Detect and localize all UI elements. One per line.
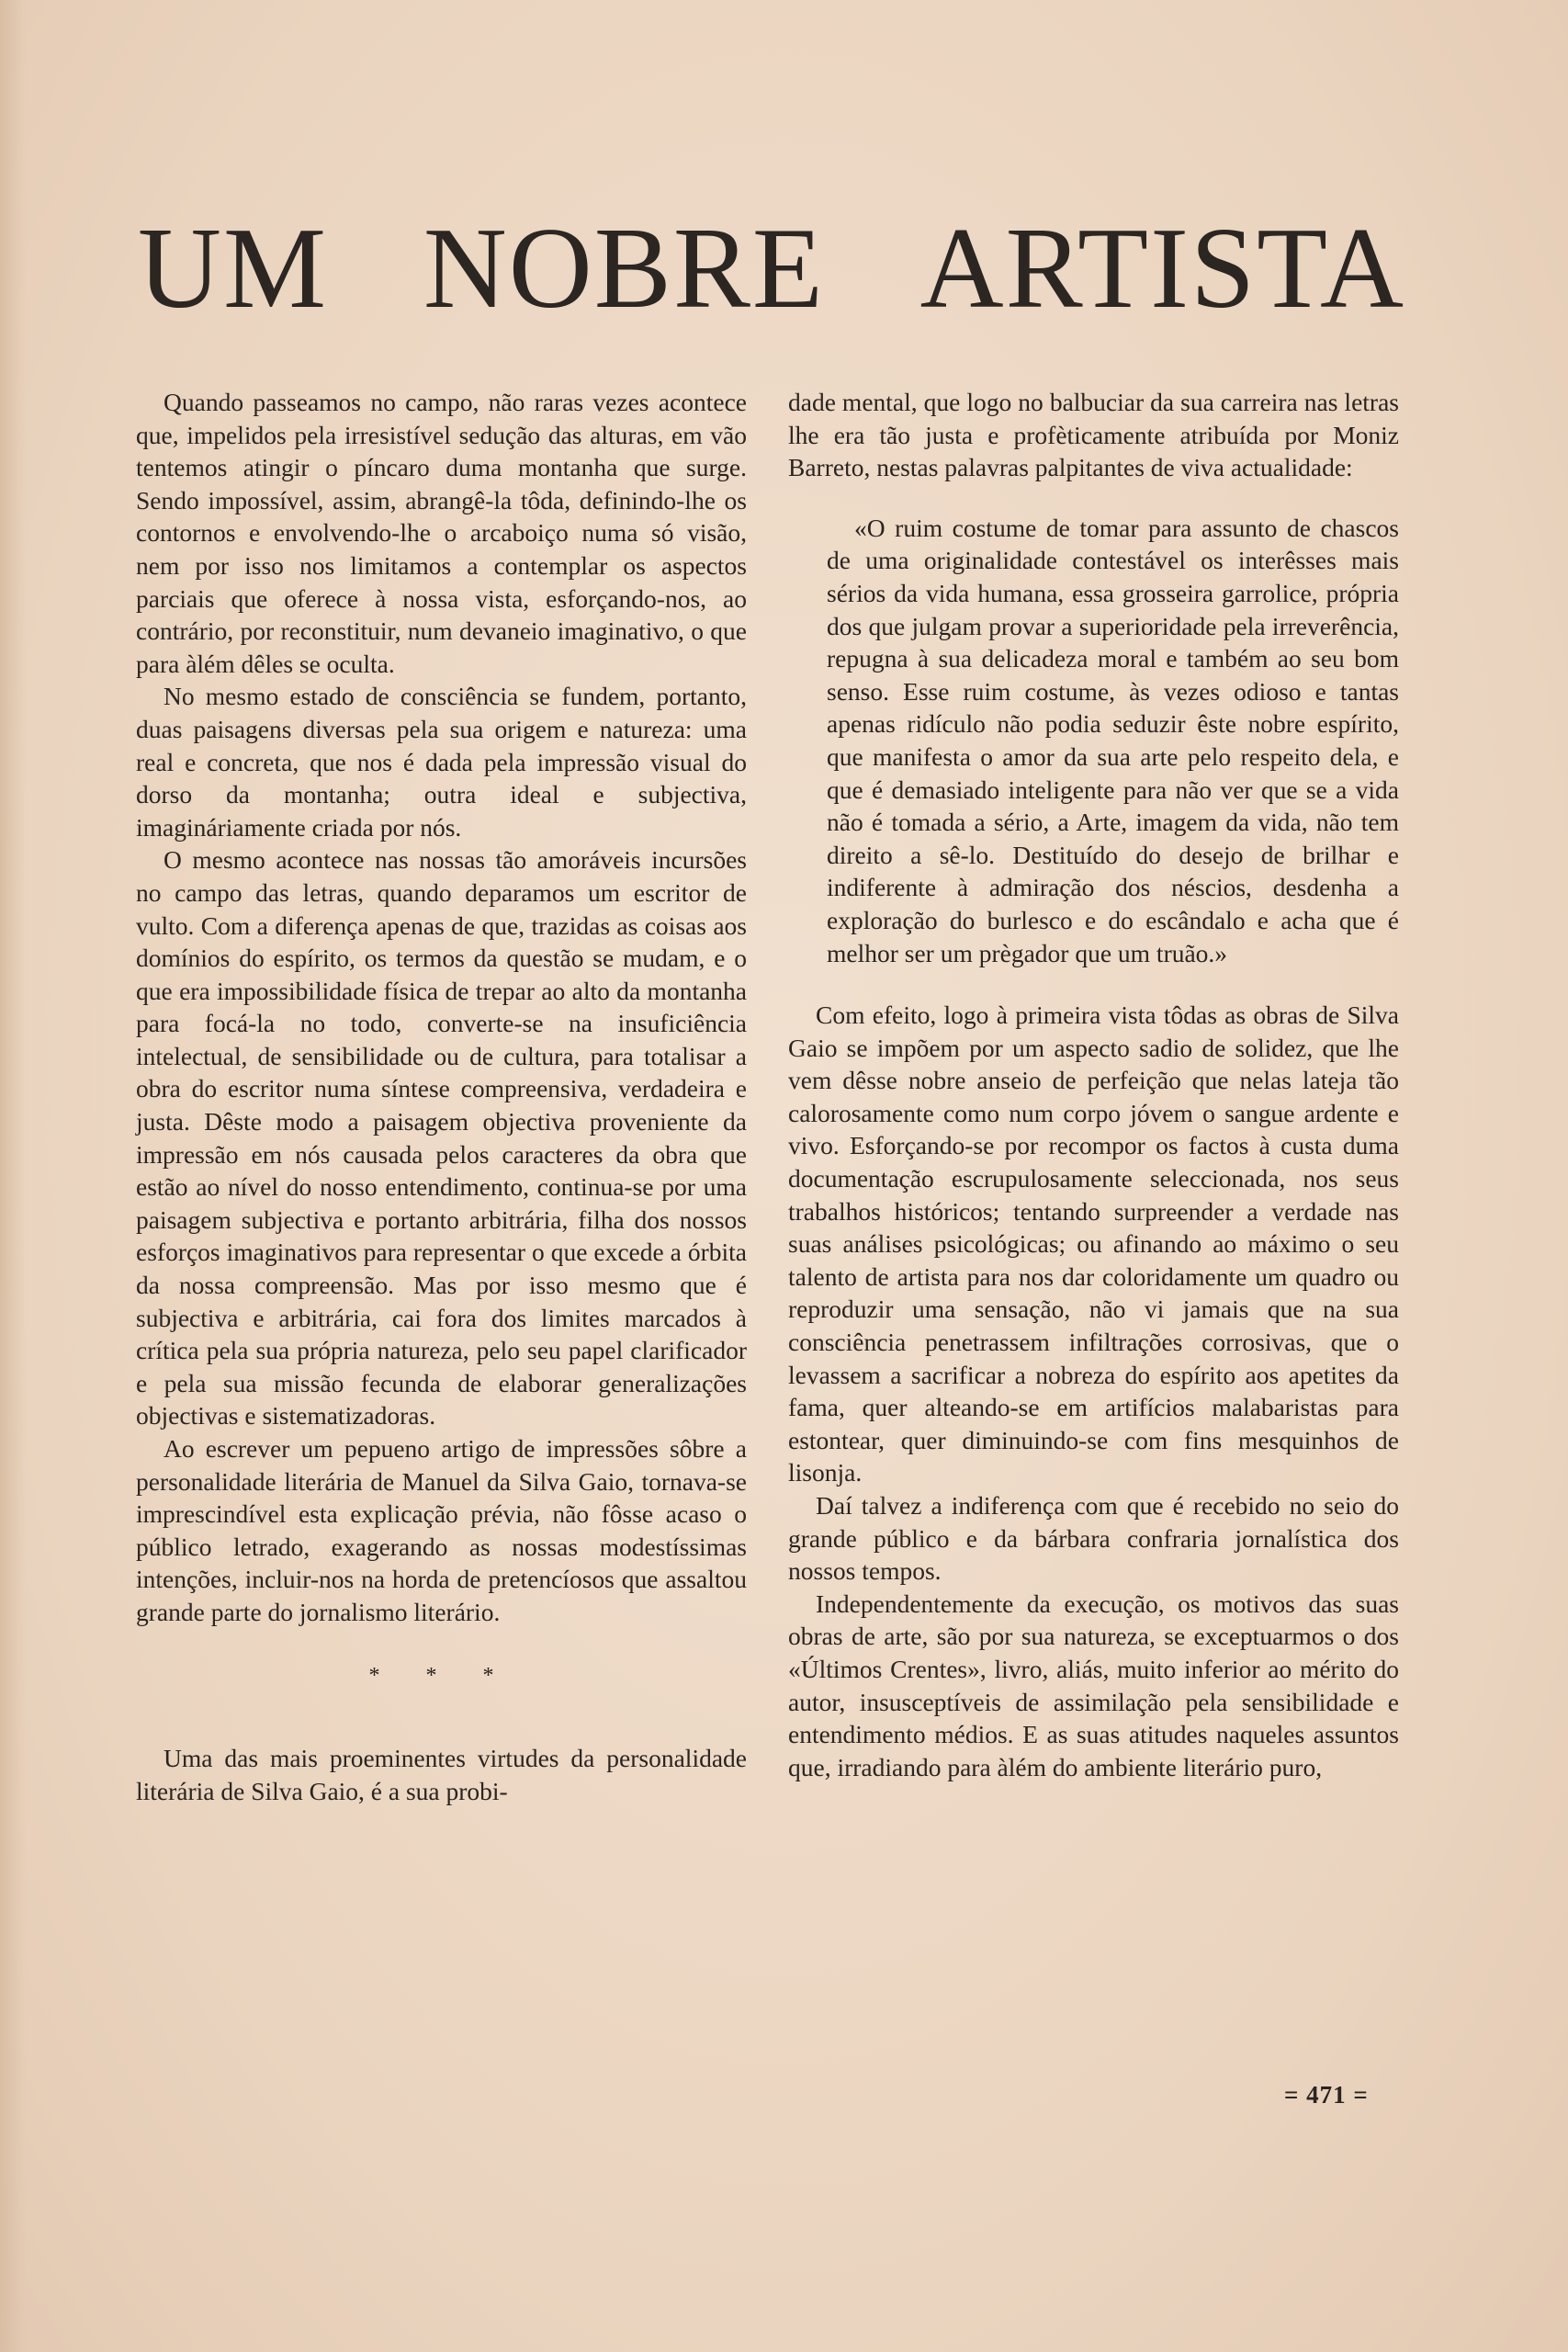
section-separator: * * *	[368, 1663, 514, 1688]
page-number: = 471 =	[1284, 2081, 1369, 2109]
title-word: NOBRE	[423, 205, 825, 333]
paragraph: No mesmo estado de consciência se fundem, portanto, duas paisagens diversas pela sua origem e natureza: uma real e concreta, que nos é dada pela impressão visual do dorso da montanha; outra ideal e subjectiva, imagináriamente criada por nós.	[136, 682, 747, 842]
paragraph: Daí talvez a indiferença com que é recebido no seio do grande público e da bárbara confraria jornalística dos nossos tempos.	[788, 1491, 1399, 1586]
title-word: ARTISTA	[919, 205, 1405, 333]
paragraph: Independentemente da execução, os motivos das suas obras de arte, são por sua natureza, se exceptuarmos o dos «Últimos Crentes», livro, aliás, muito inferior ao mérito do autor, insusceptíveis de assimilação pela sensibilidade e entendimento médios. E as suas atitudes naqueles assuntos que, irradiando para àlém do ambiente literário puro,	[788, 1589, 1399, 1781]
paragraph: Uma das mais proeminentes virtudes da personalidade literária de Silva Gaio, é a sua probi-	[136, 1744, 747, 1805]
quotation: «O ruim costume de tomar para assunto de chascos de uma originalidade contestável os interêsses mais sérios da vida humana, essa grosseira garrolice, própria dos que julgam provar a superioridade pela irreverência, repugna à sua delicadeza moral e também ao seu bom senso. Esse ruim costume, às vezes odioso e tantas apenas ridículo não podia seduzir êste nobre espírito, que manifesta o amor da sua arte pelo respeito dela, e que é demasiado inteligente para não ver que se a vida não é tomada a sério, a Arte, imagem da vida, não tem direito a sê-lo. Destituído do desejo de brilhar e indiferente à admiração dos néscios, desdenha a exploração do burlesco e do escândalo e acha que é melhor ser um prègador que um truão.»	[827, 513, 1399, 967]
right-column	[788, 386, 1399, 1783]
paragraph: Ao escrever um pepueno artigo de impressões sôbre a personalidade literária de Manuel da Silva Gaio, tornava-se imprescindível esta explicação prévia, não fôsse acaso o público letrado, exagerando as nossas modestíssimas intenções, incluir-nos na horda de pretencíosos que assaltou grande parte do jornalismo literário.	[136, 1434, 747, 1626]
article-title	[138, 205, 1405, 333]
title-word: UM	[138, 205, 329, 333]
paragraph: O mesmo acontece nas nossas tão amoráveis incursões no campo das letras, quando deparamos um escritor de vulto. Com a diferença apenas de que, trazidas as coisas aos domínios do espírito, os termos da questão se mudam, e o que era impossibilidade física de trepar ao alto da montanha para focá-la no todo, converte-se na insuficiência intelectual, de sensibilidade ou de cultura, para totalisar a obra do escritor numa síntese compreensiva, verdadeira e justa. Dêste modo a paisagem objectiva proveniente da impressão em nós causada pelos caracteres da obra que estão ao nível do nosso entendimento, continua-se por uma paisagem subjectiva e portanto arbitrária, filha dos nossos esforços imaginativos para representar o que excede a órbita da nossa compreensão. Mas por isso mesmo que é subjectiva e arbitrária, cai fora dos limites marcados à crítica pela sua própria natureza, pelo seu papel clarificador e pela sua missão fecunda de elaborar generalizações objectivas e sistematizadoras.	[136, 845, 747, 1430]
left-column	[136, 386, 747, 1807]
paragraph: Com efeito, logo à primeira vista tôdas as obras de Silva Gaio se impõem por um aspecto sadio de solidez, que lhe vem dêsse nobre anseio de perfeição que nelas lateja tão calorosamente como num corpo jóvem o sangue ardente e vivo. Esforçando-se por recompor os factos à custa duma documentação escrupulosamente seleccionada, nos seus trabalhos históricos; tentando surpreender a verdade nas suas análises psicológicas; ou afinando ao máximo o seu talento de artista para nos dar coloridamente um quadro ou reproduzir uma sensação, não vi jamais que na sua consciência penetrassem infiltrações corrosivas, que o levassem a sacrificar a nobreza do espírito aos apetites da fama, quer alteando-se em artifícios malabaristas para estontear, quer diminuindo-se com fins mesquinhos de lisonja.	[788, 1001, 1399, 1487]
page-edge-shadow	[0, 0, 26, 2352]
paragraph-continuation: dade mental, que logo no balbuciar da sua carreira nas letras lhe era tão justa e profèticamente atribuída por Moniz Barreto, nestas palavras palpitantes de viva actualidade:	[788, 388, 1399, 482]
paragraph: Quando passeamos no campo, não raras vezes acontece que, impelidos pela irresistível sedução das alturas, em vão tentemos atingir o píncaro duma montanha que surge. Sendo impossível, assim, abrangê-la tôda, definindo-lhe os contornos e envolvendo-lhe o arcaboiço numa só visão, nem por isso nos limitamos a contemplar os aspectos parciais que oferece à nossa vista, esforçando-nos, ao contrário, por reconstituir, num devaneio imaginativo, o que para àlém dêles se oculta.	[136, 388, 747, 678]
